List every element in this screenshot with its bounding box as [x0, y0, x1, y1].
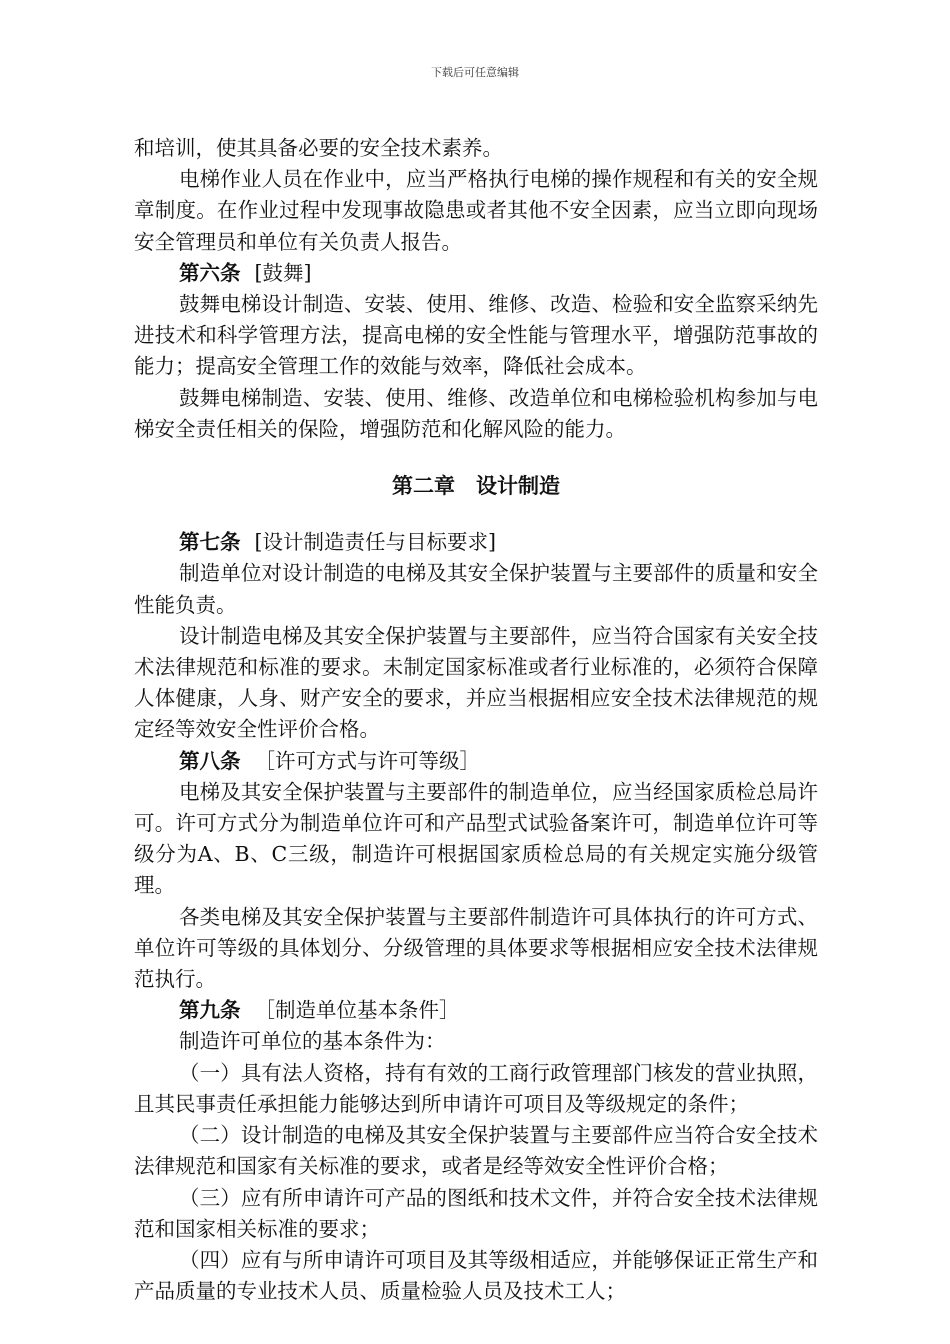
article-number: 第九条 [179, 998, 241, 1023]
article-heading-7 [134, 527, 818, 558]
paragraph: 鼓舞电梯设计制造、安装、使用、维修、改造、检验和安全监察采纳先进技术和科学管理方法，提高电梯的安全性能与管理水平，增强防范事故的能力；提高安全管理工作的效能与效率，降低社会成本。 [134, 292, 818, 379]
paragraph: 电梯及其安全保护装置与主要部件的制造单位，应当经国家质检总局许可。许可方式分为制造单位许可和产品型式试验备案许可，制造单位许可等级分为A、B、C三级，制造许可根据国家质检总局的有关规定实施分级管理。 [134, 779, 818, 898]
paragraph: 鼓舞电梯制造、安装、使用、维修、改造单位和电梯检验机构参加与电梯安全责任相关的保险，增强防范和化解风险的能力。 [134, 385, 818, 441]
article-heading-9 [134, 995, 818, 1026]
page-header: 下载后可任意编辑 [431, 66, 519, 79]
list-item: （三）应有所申请许可产品的图纸和技术文件，并符合安全技术法律规范和国家相关标准的要求； [134, 1185, 818, 1241]
article-number: 第八条 [179, 748, 241, 773]
article-number: 第六条 [179, 260, 241, 285]
paragraph: 制造许可单位的基本条件为： [179, 1029, 446, 1054]
article-topic: [鼓舞] [254, 260, 312, 285]
list-item: （四）应有与所申请许可项目及其等级相适应，并能够保证正常生产和产品质量的专业技术人员、质量检验人员及技术工人； [134, 1247, 818, 1304]
paragraph: 和培训，使其具备必要的安全技术素养。 [134, 136, 503, 160]
article-topic: ［制造单位基本条件］ [254, 998, 460, 1023]
chapter-title: 第二章 设计制造 [392, 474, 560, 499]
list-item: （二）设计制造的电梯及其安全保护装置与主要部件应当符合安全技术法律规范和国家有关标准的要求，或者是经等效安全性评价合格； [134, 1123, 818, 1179]
paragraph: 各类电梯及其安全保护装置与主要部件制造许可具体执行的许可方式、单位许可等级的具体划分、分级管理的具体要求等根据相应安全技术法律规范执行。 [134, 904, 818, 992]
document-body [134, 133, 818, 1307]
article-topic: ［许可方式与许可等级］ [254, 748, 480, 773]
paragraph: 制造单位对设计制造的电梯及其安全保护装置与主要部件的质量和安全性能负责。 [134, 561, 818, 617]
article-topic: [设计制造责任与目标要求] [254, 530, 496, 555]
article-number: 第七条 [179, 530, 241, 555]
list-item: （一）具有法人资格，持有有效的工商行政管理部门核发的营业执照，且其民事责任承担能力能够达到所申请许可项目及等级规定的条件； [134, 1060, 818, 1116]
article-heading-8 [134, 746, 818, 777]
paragraph: 设计制造电梯及其安全保护装置与主要部件，应当符合国家有关安全技术法律规范和标准的要求。未制定国家标准或者行业标准的，必须符合保障人体健康，人身、财产安全的要求，并应当根据相应安全技术法律规范的规定经等效安全性评价合格。 [134, 623, 818, 742]
paragraph: 电梯作业人员在作业中，应当严格执行电梯的操作规程和有关的安全规章制度。在作业过程中发现事故隐患或者其他不安全因素，应当立即向现场安全管理员和单位有关负责人报告。 [134, 167, 818, 254]
article-heading-6 [134, 258, 818, 289]
